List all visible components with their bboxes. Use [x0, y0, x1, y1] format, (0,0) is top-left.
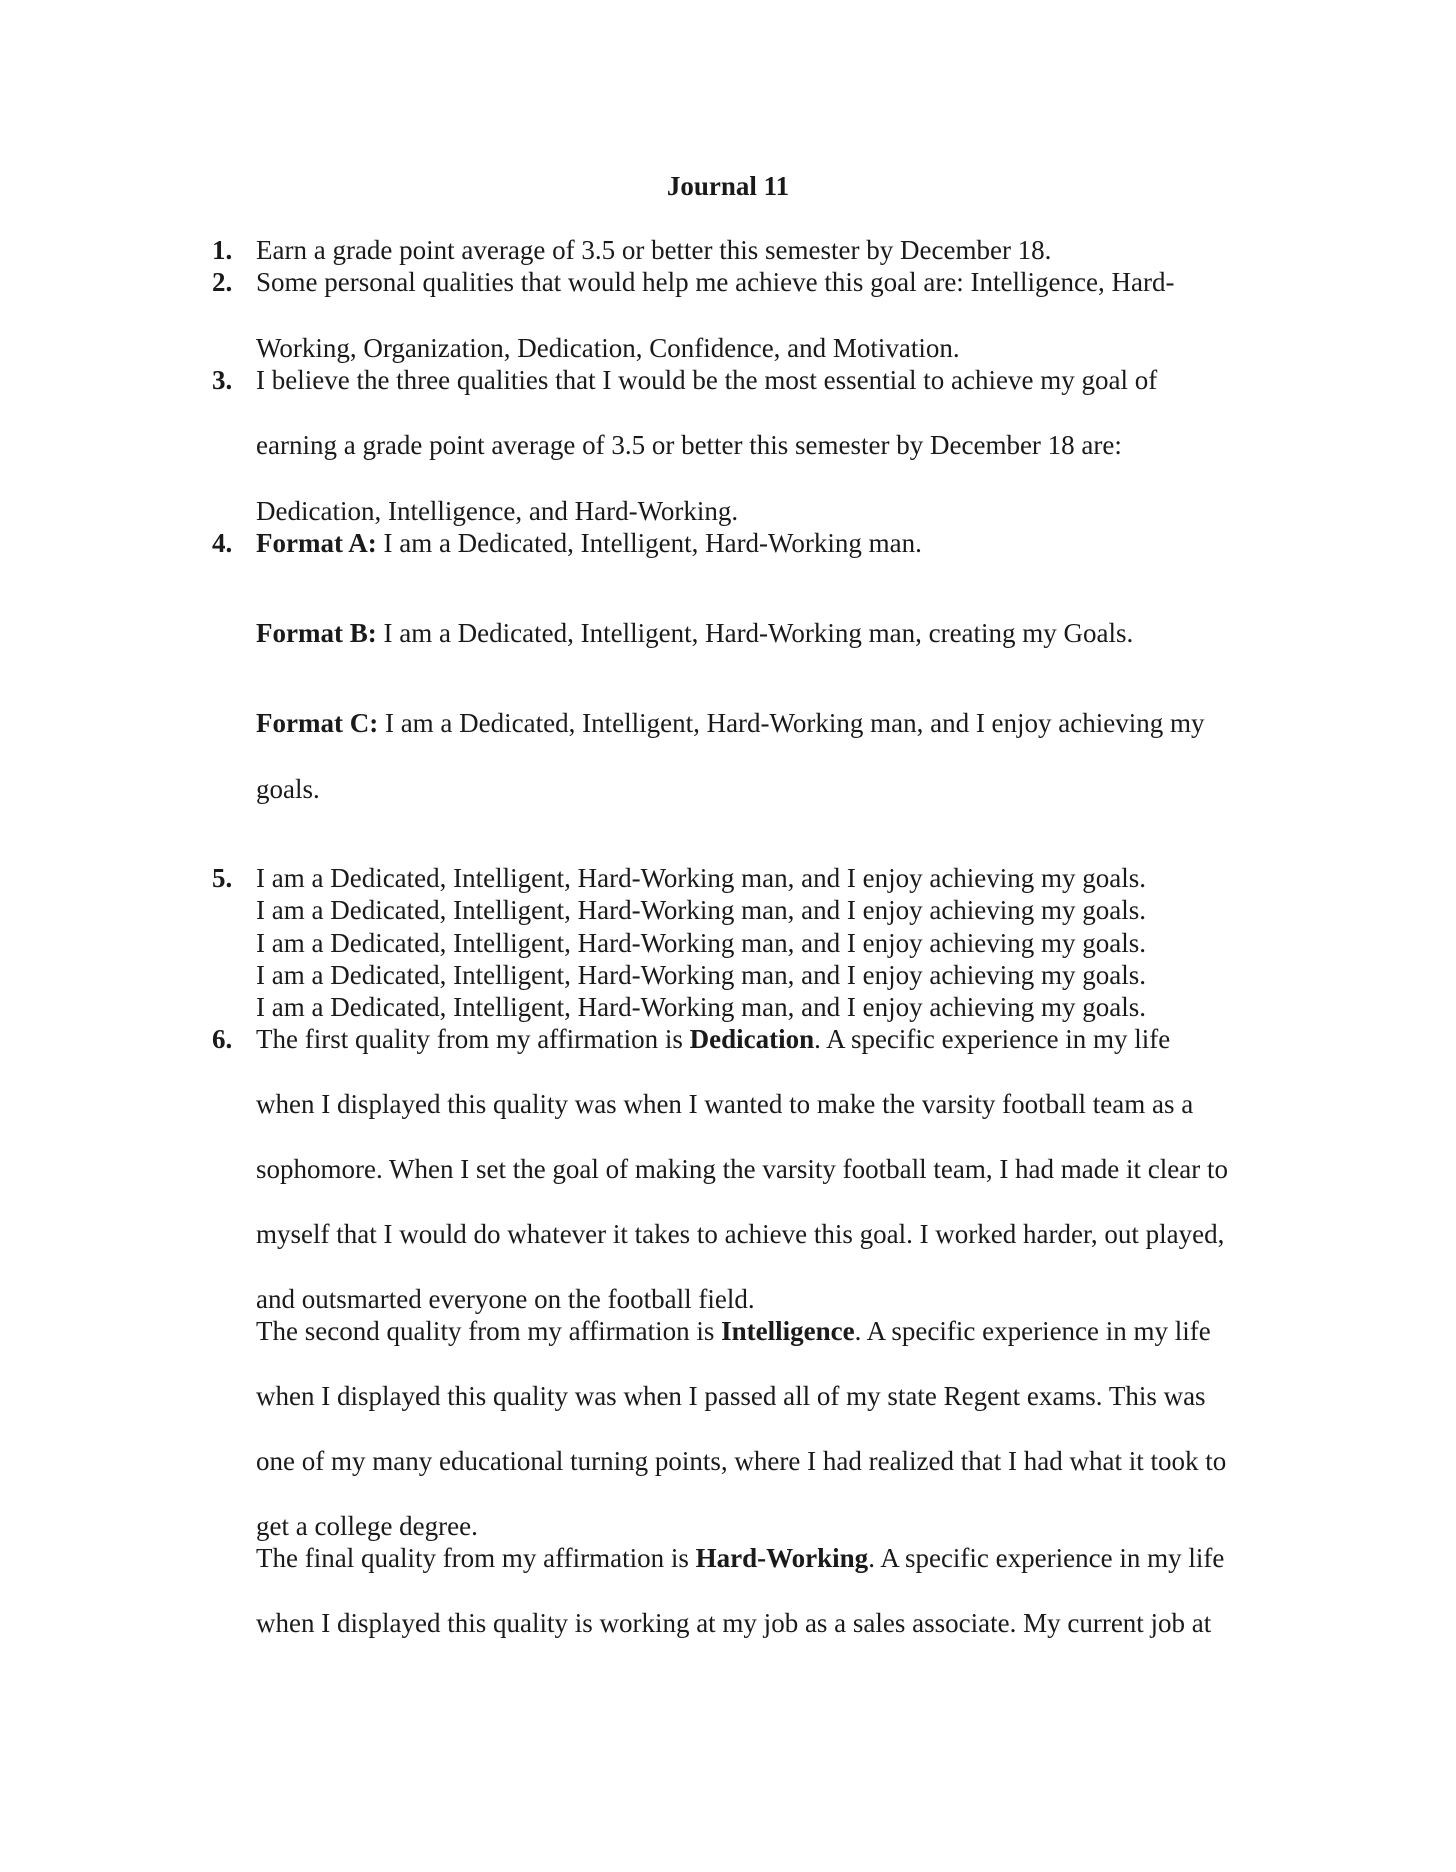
item-number-1: 1.	[212, 235, 233, 265]
intelligence-rest: . A specific experience in my life	[854, 1316, 1211, 1346]
intelligence-paragraph-line-2: when I displayed this quality was when I passed all of my state Regent exams. This was	[256, 1381, 1206, 1411]
intelligence-term: Intelligence	[721, 1316, 855, 1346]
dedication-paragraph-line-2: when I displayed this quality was when I wanted to make the varsity football team as a	[256, 1089, 1194, 1119]
format-b-line	[256, 617, 1133, 650]
format-c-label: Format C:	[256, 708, 379, 738]
affirmation-line-2: I am a Dedicated, Intelligent, Hard-Working man, and I enjoy achieving my goals.	[256, 895, 1147, 925]
item-number-2: 2.	[212, 267, 233, 297]
page-title: Journal 11	[666, 171, 790, 201]
format-a-line	[256, 527, 922, 560]
dedication-paragraph-line-3: sophomore. When I set the goal of making the varsity football team, I had made it clear to	[256, 1154, 1228, 1184]
format-c-line-2: goals.	[256, 774, 320, 804]
item-number-5: 5.	[212, 863, 233, 893]
item-number-3: 3.	[212, 365, 233, 395]
dedication-paragraph-line-4: myself that I would do whatever it takes to achieve this goal. I worked harder, out played,	[256, 1219, 1225, 1249]
item-2-line-1: Some personal qualities that would help me achieve this goal are: Intelligence, Hard-	[256, 267, 1175, 297]
intelligence-paragraph-line-3: one of my many educational turning points, where I had realized that I had what it took to	[256, 1446, 1227, 1476]
item-3-line-3: Dedication, Intelligence, and Hard-Working.	[256, 496, 739, 526]
hard-working-rest: . A specific experience in my life	[868, 1543, 1225, 1573]
item-1-line-1: Earn a grade point average of 3.5 or better this semester by December 18.	[256, 235, 1052, 265]
format-a-text: I am a Dedicated, Intelligent, Hard-Working man.	[376, 528, 922, 558]
intelligence-paragraph-line-1	[256, 1315, 1211, 1348]
item-2-line-2: Working, Organization, Dedication, Confidence, and Motivation.	[256, 333, 960, 363]
item-number-4: 4.	[212, 528, 233, 558]
intelligence-paragraph-line-4: get a college degree.	[256, 1511, 478, 1541]
format-c-line	[256, 707, 1205, 740]
hard-working-intro: The final quality from my affirmation is	[256, 1543, 696, 1573]
dedication-rest: . A specific experience in my life	[814, 1024, 1171, 1054]
hard-working-paragraph-line-2: when I displayed this quality is working at my job as a sales associate. My current job at	[256, 1608, 1212, 1638]
affirmation-line-1: I am a Dedicated, Intelligent, Hard-Working man, and I enjoy achieving my goals.	[256, 863, 1147, 893]
hard-working-term: Hard-Working	[695, 1543, 869, 1573]
affirmation-line-5: I am a Dedicated, Intelligent, Hard-Working man, and I enjoy achieving my goals.	[256, 992, 1147, 1022]
format-a-label: Format A:	[256, 528, 377, 558]
format-b-label: Format B:	[256, 618, 377, 648]
dedication-intro: The first quality from my affirmation is	[256, 1024, 690, 1054]
item-number-6: 6.	[212, 1024, 233, 1054]
affirmation-line-3: I am a Dedicated, Intelligent, Hard-Working man, and I enjoy achieving my goals.	[256, 928, 1147, 958]
intelligence-intro: The second quality from my affirmation is	[256, 1316, 722, 1346]
format-b-text: I am a Dedicated, Intelligent, Hard-Working man, creating my Goals.	[376, 618, 1134, 648]
item-3-line-1: I believe the three qualities that I would be the most essential to achieve my goal of	[256, 365, 1158, 395]
dedication-term: Dedication	[689, 1024, 815, 1054]
affirmation-line-4: I am a Dedicated, Intelligent, Hard-Working man, and I enjoy achieving my goals.	[256, 960, 1147, 990]
dedication-paragraph-line-1	[256, 1023, 1170, 1056]
item-3-line-2: earning a grade point average of 3.5 or better this semester by December 18 are:	[256, 430, 1122, 460]
format-c-text: I am a Dedicated, Intelligent, Hard-Working man, and I enjoy achieving my	[378, 708, 1205, 738]
dedication-paragraph-line-5: and outsmarted everyone on the football field.	[256, 1284, 755, 1314]
hard-working-paragraph-line-1	[256, 1542, 1224, 1575]
